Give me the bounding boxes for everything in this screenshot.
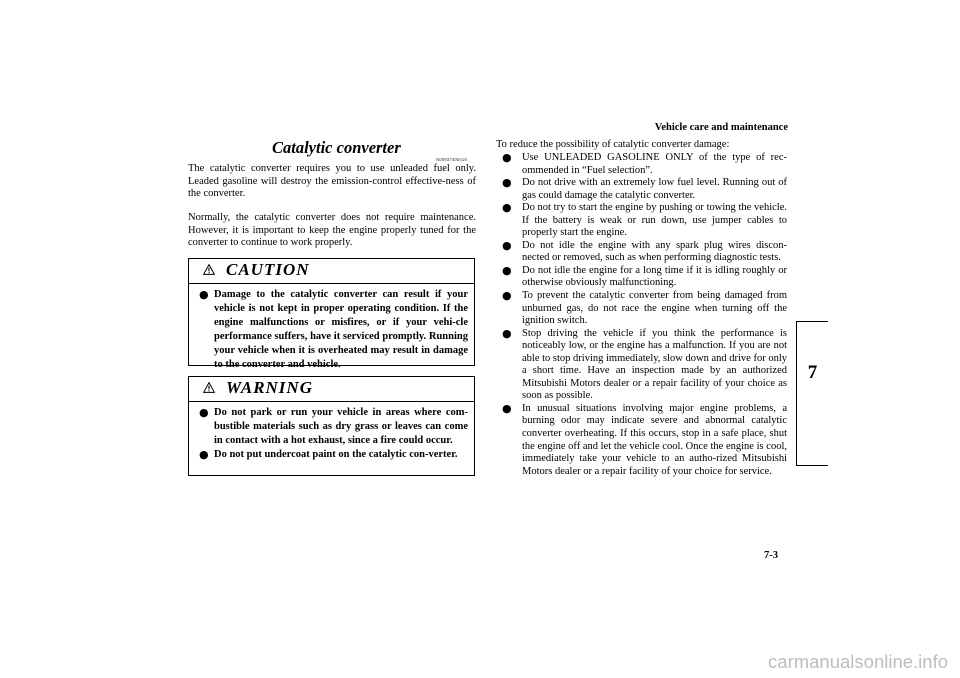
warning-triangle-icon (203, 382, 215, 393)
list-item-text: Stop driving the vehicle if you think the performance is noticeably low, or the engine has a malfunction. If you are not able to stop driving immediately, slow down and drive for only a short time. Have an inspection made by an authorized Mitsubishi Motors dealer or a repair facility of your choice as soon as possible. (522, 327, 787, 402)
caution-header (189, 259, 474, 284)
warning-item-text: Do not park or run your vehicle in areas where com-bustible materials such as dry grass or leaves can come in contact with a hot exhaust, since a fire could occur. (214, 407, 468, 446)
list-item-text: Do not idle the engine for a long time if it is idling roughly or otherwise obviously malfunctioning. (522, 264, 787, 289)
bullet-icon: ● (199, 406, 209, 419)
bullet-icon: ● (502, 238, 512, 252)
list-item-text: Do not idle the engine with any spark plug wires discon-nected or removed, such as when performing diagnostic tests. (522, 239, 787, 264)
warning-item-text: Do not put undercoat paint on the catalytic con-verter. (214, 448, 458, 460)
bullet-icon: ● (502, 401, 512, 415)
bullet-icon: ● (502, 201, 512, 215)
bullet-icon: ● (502, 151, 512, 164)
warning-header (189, 377, 474, 402)
chapter-number: 7 (807, 362, 818, 383)
caution-item (195, 288, 468, 371)
maintenance-paragraph: Normally, the catalytic converter does not require maintenance. However, it is important to keep the engine properly tuned for the converter to continue to work properly. (188, 212, 476, 249)
damage-prevention-list (502, 152, 787, 478)
caution-box (188, 258, 475, 370)
site-watermark: carmanualsonline.info (768, 651, 948, 672)
list-item (502, 240, 787, 265)
running-header: Vehicle care and maintenance (654, 122, 788, 133)
section-title: Catalytic converter (272, 138, 401, 157)
list-item (502, 328, 787, 403)
warning-box (188, 376, 475, 476)
bullet-icon: ● (199, 288, 209, 301)
list-item (502, 265, 787, 290)
intro-paragraph: The catalytic converter requires you to use unleaded fuel only. Leaded gasoline will destroy the emission-control effective-ness of the converter. (188, 163, 476, 200)
list-item-text: In unusual situations involving major engine problems, a burning odor may indicate severe and abnormal catalytic converter overheating. If this occurs, stop in a safe place, shut the engine off and let the vehicle cool. Once the engine is cool, immediately take your vehicle to an autho-rized Mitsubishi Motors dealer or a repair facility of your choice for service. (522, 402, 787, 477)
list-item-text: Use UNLEADED GASOLINE ONLY of the type of rec-ommended in “Fuel selection”. (522, 152, 787, 176)
warning-item (195, 448, 468, 462)
list-item-text: To prevent the catalytic converter from being damaged from unburned gas, do not race the engine when turning off the ignition switch. (522, 290, 787, 327)
list-item (502, 290, 787, 328)
list-item (502, 152, 787, 177)
bullet-icon: ● (502, 176, 512, 190)
bullet-icon: ● (502, 289, 512, 303)
damage-list-intro: To reduce the possibility of catalytic converter damage: (496, 139, 730, 150)
reference-code: N00937400419 (436, 157, 467, 162)
chapter-tab (796, 321, 828, 466)
caution-label: CAUTION (226, 260, 310, 279)
warning-item (195, 406, 468, 448)
bullet-icon: ● (502, 263, 512, 277)
list-item-text: Do not drive with an extremely low fuel level. Running out of gas could damage the catalytic converter. (522, 177, 787, 201)
list-item (502, 177, 787, 202)
caution-item-text: Damage to the catalytic converter can result if your vehicle is not kept in proper operating condition. If the engine malfunctions or misfires, or if your vehi-cle performance suffers, have it serviced promptly. Running your vehicle when it is overheated may result in damage to the converter and vehicle. (214, 289, 468, 370)
list-item (502, 202, 787, 240)
page-number: 7-3 (764, 550, 778, 561)
warning-label: WARNING (226, 378, 313, 397)
list-item (502, 403, 787, 478)
warning-triangle-icon (203, 264, 215, 275)
bullet-icon: ● (199, 447, 209, 461)
list-item-text: Do not try to start the engine by pushing or towing the vehicle. If the battery is weak or run down, use jumper cables to properly start the engine. (522, 202, 787, 239)
bullet-icon: ● (502, 326, 512, 340)
